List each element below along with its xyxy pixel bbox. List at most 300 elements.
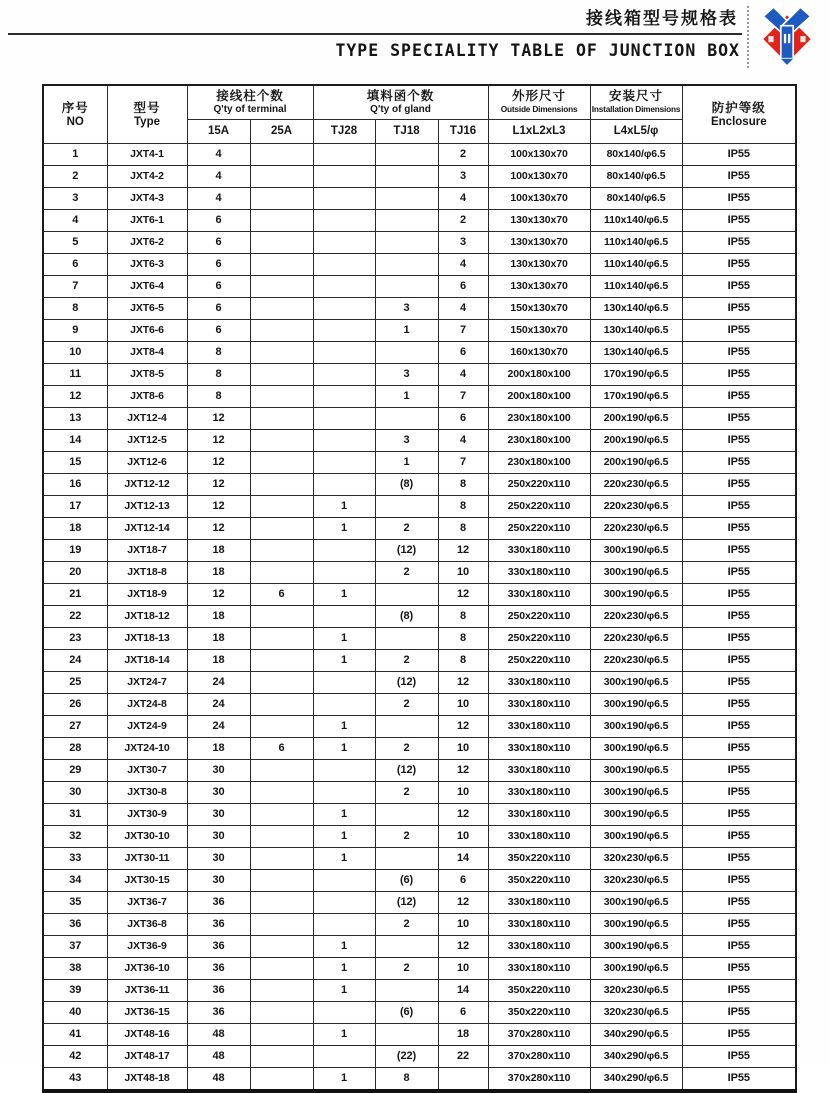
cell-outside-dimensions: 330x180x110 (488, 715, 590, 737)
cell-tj28 (313, 891, 375, 913)
cell-type: JXT8-5 (107, 363, 187, 385)
cell-25a (250, 1045, 313, 1067)
cell-type: JXT36-9 (107, 935, 187, 957)
cell-type: JXT36-15 (107, 1001, 187, 1023)
cell-outside-dimensions: 230x180x100 (488, 451, 590, 473)
cell-installation-dimensions: 300x190/φ6.5 (590, 671, 682, 693)
cell-15a: 12 (187, 495, 250, 517)
cell-tj16: 6 (438, 1001, 488, 1023)
cell-installation-dimensions: 340x290/φ6.5 (590, 1023, 682, 1045)
table-row (43, 363, 796, 385)
cell-enclosure: IP55 (682, 627, 796, 649)
table-row (43, 429, 796, 451)
cell-installation-dimensions: 300x190/φ6.5 (590, 737, 682, 759)
cell-type: JXT8-6 (107, 385, 187, 407)
cell-type: JXT30-7 (107, 759, 187, 781)
cell-installation-dimensions: 80x140/φ6.5 (590, 143, 682, 165)
cell-no: 41 (43, 1023, 107, 1045)
cell-installation-dimensions: 340x290/φ6.5 (590, 1045, 682, 1067)
table-row (43, 473, 796, 495)
cell-enclosure: IP55 (682, 759, 796, 781)
cell-installation-dimensions: 220x230/φ6.5 (590, 517, 682, 539)
cell-tj18: (12) (375, 539, 438, 561)
cell-tj18: 2 (375, 825, 438, 847)
cell-type: JXT48-18 (107, 1067, 187, 1091)
cell-tj18: 2 (375, 649, 438, 671)
cell-installation-dimensions: 200x190/φ6.5 (590, 407, 682, 429)
cell-tj28 (313, 187, 375, 209)
cell-installation-dimensions: 110x140/φ6.5 (590, 209, 682, 231)
cell-type: JXT12-4 (107, 407, 187, 429)
cell-tj16: 12 (438, 803, 488, 825)
cell-no: 27 (43, 715, 107, 737)
cell-25a (250, 165, 313, 187)
cell-enclosure: IP55 (682, 605, 796, 627)
col-header-15a: 15A (187, 119, 250, 143)
col-group-gland-qty: 填料函个数 Q'ty of gland (313, 85, 488, 119)
cell-no: 2 (43, 165, 107, 187)
cell-enclosure: IP55 (682, 275, 796, 297)
cell-25a (250, 1001, 313, 1023)
cell-type: JXT30-8 (107, 781, 187, 803)
cell-25a (250, 209, 313, 231)
cell-enclosure: IP55 (682, 1023, 796, 1045)
cell-tj16: 12 (438, 891, 488, 913)
cell-outside-dimensions: 230x180x100 (488, 429, 590, 451)
cell-enclosure: IP55 (682, 957, 796, 979)
cell-25a (250, 341, 313, 363)
cell-installation-dimensions: 340x290/φ6.5 (590, 1067, 682, 1091)
brand-logo (754, 3, 820, 69)
cell-tj18 (375, 209, 438, 231)
cell-tj16: 22 (438, 1045, 488, 1067)
cell-tj16: 12 (438, 715, 488, 737)
cell-tj28 (313, 605, 375, 627)
cell-15a: 30 (187, 869, 250, 891)
cell-tj16: 8 (438, 495, 488, 517)
cell-tj28 (313, 209, 375, 231)
table-row (43, 671, 796, 693)
table-row (43, 935, 796, 957)
cell-enclosure: IP55 (682, 649, 796, 671)
cell-enclosure: IP55 (682, 913, 796, 935)
cell-tj16: 10 (438, 825, 488, 847)
table-row (43, 847, 796, 869)
cell-no: 34 (43, 869, 107, 891)
cell-tj16: 12 (438, 935, 488, 957)
cell-tj18: 1 (375, 451, 438, 473)
cell-enclosure: IP55 (682, 583, 796, 605)
cell-enclosure: IP55 (682, 825, 796, 847)
table-row (43, 539, 796, 561)
cell-type: JXT18-9 (107, 583, 187, 605)
table-row (43, 143, 796, 165)
cell-enclosure: IP55 (682, 1001, 796, 1023)
cell-25a (250, 869, 313, 891)
cell-enclosure: IP55 (682, 231, 796, 253)
cell-tj18: 3 (375, 363, 438, 385)
title-block (8, 8, 742, 60)
cell-outside-dimensions: 330x180x110 (488, 737, 590, 759)
col-header-installation-dimensions: 安装尺寸 Installation Dimensions (590, 85, 682, 119)
cell-25a (250, 231, 313, 253)
cell-outside-dimensions: 200x180x100 (488, 385, 590, 407)
cell-outside-dimensions: 330x180x110 (488, 693, 590, 715)
cell-tj18: 1 (375, 385, 438, 407)
cell-tj16: 12 (438, 583, 488, 605)
cell-no: 40 (43, 1001, 107, 1023)
cell-tj18 (375, 979, 438, 1001)
cell-15a: 12 (187, 429, 250, 451)
cell-tj18 (375, 847, 438, 869)
cell-tj28 (313, 165, 375, 187)
cell-outside-dimensions: 350x220x110 (488, 979, 590, 1001)
cell-tj28 (313, 253, 375, 275)
cell-25a (250, 649, 313, 671)
cell-tj16: 14 (438, 847, 488, 869)
cell-enclosure: IP55 (682, 363, 796, 385)
col-header-enclosure: 防护等级 Enclosure (682, 85, 796, 143)
cell-tj28 (313, 759, 375, 781)
cell-15a: 30 (187, 781, 250, 803)
cell-15a: 30 (187, 759, 250, 781)
cell-15a: 12 (187, 583, 250, 605)
cell-outside-dimensions: 100x130x70 (488, 187, 590, 209)
cell-15a: 4 (187, 143, 250, 165)
cell-no: 32 (43, 825, 107, 847)
cell-15a: 6 (187, 231, 250, 253)
cell-type: JXT48-16 (107, 1023, 187, 1045)
cell-tj28 (313, 913, 375, 935)
cell-no: 39 (43, 979, 107, 1001)
cell-15a: 18 (187, 561, 250, 583)
table-row (43, 583, 796, 605)
cell-installation-dimensions: 130x140/φ6.5 (590, 341, 682, 363)
table-row (43, 803, 796, 825)
col-header-tj16: TJ16 (438, 119, 488, 143)
cell-tj18: 3 (375, 429, 438, 451)
cell-tj18 (375, 583, 438, 605)
col-header-tj18: TJ18 (375, 119, 438, 143)
cell-15a: 36 (187, 979, 250, 1001)
cell-installation-dimensions: 80x140/φ6.5 (590, 187, 682, 209)
cell-enclosure: IP55 (682, 891, 796, 913)
cell-enclosure: IP55 (682, 539, 796, 561)
cell-tj28 (313, 363, 375, 385)
cell-15a: 8 (187, 363, 250, 385)
cell-25a (250, 847, 313, 869)
cell-15a: 24 (187, 693, 250, 715)
cell-tj28: 1 (313, 935, 375, 957)
cell-tj18: (6) (375, 1001, 438, 1023)
table-row (43, 187, 796, 209)
cell-type: JXT4-2 (107, 165, 187, 187)
cell-25a (250, 385, 313, 407)
cell-installation-dimensions: 320x230/φ6.5 (590, 1001, 682, 1023)
cell-installation-dimensions: 220x230/φ6.5 (590, 473, 682, 495)
cell-no: 9 (43, 319, 107, 341)
table-row (43, 253, 796, 275)
col-header-outside-dimensions: 外形尺寸 Outside Dimensions (488, 85, 590, 119)
cell-tj28 (313, 341, 375, 363)
cell-tj18 (375, 165, 438, 187)
cell-tj18: 2 (375, 913, 438, 935)
cell-installation-dimensions: 300x190/φ6.5 (590, 715, 682, 737)
cell-no: 12 (43, 385, 107, 407)
cell-25a: 6 (250, 737, 313, 759)
cell-type: JXT6-5 (107, 297, 187, 319)
table-row (43, 165, 796, 187)
cell-outside-dimensions: 330x180x110 (488, 781, 590, 803)
cell-15a: 4 (187, 187, 250, 209)
cell-15a: 48 (187, 1045, 250, 1067)
cell-25a (250, 715, 313, 737)
page-title-english: TYPE SPECIALITY TABLE OF JUNCTION BOX (335, 41, 740, 60)
cell-tj16: 4 (438, 253, 488, 275)
cell-no: 1 (43, 143, 107, 165)
cell-tj16: 10 (438, 737, 488, 759)
table-row (43, 627, 796, 649)
cell-enclosure: IP55 (682, 517, 796, 539)
cell-type: JXT30-9 (107, 803, 187, 825)
cell-25a (250, 803, 313, 825)
cell-type: JXT6-2 (107, 231, 187, 253)
cell-25a (250, 187, 313, 209)
cell-installation-dimensions: 300x190/φ6.5 (590, 759, 682, 781)
cell-15a: 12 (187, 407, 250, 429)
cell-25a (250, 605, 313, 627)
cell-15a: 8 (187, 385, 250, 407)
cell-25a (250, 913, 313, 935)
cell-outside-dimensions: 370x280x110 (488, 1045, 590, 1067)
cell-type: JXT24-8 (107, 693, 187, 715)
cell-no: 21 (43, 583, 107, 605)
cell-no: 11 (43, 363, 107, 385)
cell-15a: 6 (187, 297, 250, 319)
cell-enclosure: IP55 (682, 1045, 796, 1067)
cell-tj28: 1 (313, 957, 375, 979)
cell-installation-dimensions: 320x230/φ6.5 (590, 979, 682, 1001)
cell-25a (250, 451, 313, 473)
table-row (43, 1023, 796, 1045)
cell-tj16: 2 (438, 143, 488, 165)
cell-installation-dimensions: 300x190/φ6.5 (590, 935, 682, 957)
cell-25a (250, 671, 313, 693)
cell-outside-dimensions: 350x220x110 (488, 869, 590, 891)
cell-enclosure: IP55 (682, 561, 796, 583)
cell-tj28: 1 (313, 583, 375, 605)
cell-enclosure: IP55 (682, 715, 796, 737)
table-row (43, 605, 796, 627)
cell-15a: 6 (187, 275, 250, 297)
cell-enclosure: IP55 (682, 451, 796, 473)
brand-logo-icon (754, 3, 820, 69)
cell-enclosure: IP55 (682, 803, 796, 825)
cell-outside-dimensions: 330x180x110 (488, 957, 590, 979)
col-header-25a: 25A (250, 119, 313, 143)
cell-tj28 (313, 429, 375, 451)
cell-tj16: 14 (438, 979, 488, 1001)
table-row (43, 517, 796, 539)
cell-no: 30 (43, 781, 107, 803)
cell-tj18: (6) (375, 869, 438, 891)
cell-tj28 (313, 539, 375, 561)
cell-tj18: (8) (375, 473, 438, 495)
cell-tj28: 1 (313, 803, 375, 825)
cell-enclosure: IP55 (682, 1067, 796, 1091)
cell-25a (250, 429, 313, 451)
cell-tj16: 6 (438, 341, 488, 363)
cell-tj16: 6 (438, 869, 488, 891)
table-row (43, 407, 796, 429)
cell-type: JXT12-5 (107, 429, 187, 451)
cell-tj16: 4 (438, 187, 488, 209)
cell-type: JXT12-6 (107, 451, 187, 473)
cell-type: JXT24-9 (107, 715, 187, 737)
cell-enclosure: IP55 (682, 319, 796, 341)
cell-enclosure: IP55 (682, 407, 796, 429)
cell-tj18 (375, 231, 438, 253)
cell-installation-dimensions: 200x190/φ6.5 (590, 451, 682, 473)
cell-tj16: 8 (438, 473, 488, 495)
cell-15a: 18 (187, 627, 250, 649)
cell-25a (250, 693, 313, 715)
cell-installation-dimensions: 320x230/φ6.5 (590, 847, 682, 869)
cell-type: JXT18-7 (107, 539, 187, 561)
cell-tj18: 1 (375, 319, 438, 341)
cell-tj16: 12 (438, 539, 488, 561)
cell-installation-dimensions: 300x190/φ6.5 (590, 891, 682, 913)
cell-enclosure: IP55 (682, 869, 796, 891)
cell-no: 29 (43, 759, 107, 781)
cell-tj16: 3 (438, 231, 488, 253)
table-row (43, 231, 796, 253)
cell-outside-dimensions: 250x220x110 (488, 495, 590, 517)
table-row (43, 781, 796, 803)
cell-no: 24 (43, 649, 107, 671)
cell-no: 16 (43, 473, 107, 495)
cell-enclosure: IP55 (682, 429, 796, 451)
cell-tj18 (375, 935, 438, 957)
cell-type: JXT30-11 (107, 847, 187, 869)
table-row (43, 825, 796, 847)
table-row (43, 275, 796, 297)
cell-type: JXT36-7 (107, 891, 187, 913)
cell-enclosure: IP55 (682, 781, 796, 803)
cell-outside-dimensions: 130x130x70 (488, 275, 590, 297)
cell-outside-dimensions: 330x180x110 (488, 759, 590, 781)
cell-tj28: 1 (313, 847, 375, 869)
cell-25a (250, 781, 313, 803)
cell-tj16 (438, 1067, 488, 1091)
cell-type: JXT8-4 (107, 341, 187, 363)
cell-outside-dimensions: 330x180x110 (488, 913, 590, 935)
cell-outside-dimensions: 330x180x110 (488, 561, 590, 583)
cell-no: 36 (43, 913, 107, 935)
cell-type: JXT12-12 (107, 473, 187, 495)
cell-no: 18 (43, 517, 107, 539)
cell-15a: 4 (187, 165, 250, 187)
cell-enclosure: IP55 (682, 935, 796, 957)
table-row (43, 957, 796, 979)
cell-outside-dimensions: 330x180x110 (488, 539, 590, 561)
cell-tj16: 8 (438, 649, 488, 671)
cell-type: JXT18-13 (107, 627, 187, 649)
cell-no: 38 (43, 957, 107, 979)
cell-tj16: 8 (438, 627, 488, 649)
cell-tj18 (375, 715, 438, 737)
cell-25a (250, 473, 313, 495)
cell-no: 13 (43, 407, 107, 429)
cell-tj18 (375, 407, 438, 429)
cell-no: 37 (43, 935, 107, 957)
cell-enclosure: IP55 (682, 495, 796, 517)
cell-tj28: 1 (313, 979, 375, 1001)
cell-tj16: 10 (438, 957, 488, 979)
cell-type: JXT36-8 (107, 913, 187, 935)
table-row (43, 1001, 796, 1023)
cell-enclosure: IP55 (682, 847, 796, 869)
cell-type: JXT12-13 (107, 495, 187, 517)
cell-installation-dimensions: 220x230/φ6.5 (590, 649, 682, 671)
cell-15a: 30 (187, 825, 250, 847)
cell-no: 19 (43, 539, 107, 561)
cell-outside-dimensions: 330x180x110 (488, 891, 590, 913)
cell-tj16: 6 (438, 407, 488, 429)
cell-enclosure: IP55 (682, 341, 796, 363)
cell-25a (250, 627, 313, 649)
cell-25a (250, 561, 313, 583)
cell-no: 3 (43, 187, 107, 209)
page-title-chinese: 接线箱型号规格表 (586, 9, 738, 28)
cell-tj28: 1 (313, 1067, 375, 1091)
cell-outside-dimensions: 200x180x100 (488, 363, 590, 385)
cell-no: 22 (43, 605, 107, 627)
cell-tj16: 4 (438, 297, 488, 319)
cell-25a (250, 319, 313, 341)
cell-outside-dimensions: 230x180x100 (488, 407, 590, 429)
cell-installation-dimensions: 300x190/φ6.5 (590, 781, 682, 803)
cell-tj18: 2 (375, 561, 438, 583)
cell-installation-dimensions: 200x190/φ6.5 (590, 429, 682, 451)
cell-15a: 36 (187, 957, 250, 979)
cell-installation-dimensions: 300x190/φ6.5 (590, 693, 682, 715)
cell-tj18: 3 (375, 297, 438, 319)
cell-tj28: 1 (313, 495, 375, 517)
cell-outside-dimensions: 100x130x70 (488, 143, 590, 165)
cell-25a (250, 495, 313, 517)
cell-installation-dimensions: 300x190/φ6.5 (590, 561, 682, 583)
cell-tj16: 10 (438, 913, 488, 935)
col-header-type: 型号 Type (107, 85, 187, 143)
cell-tj18 (375, 187, 438, 209)
cell-15a: 48 (187, 1067, 250, 1091)
cell-15a: 6 (187, 253, 250, 275)
cell-25a (250, 539, 313, 561)
cell-25a (250, 363, 313, 385)
cell-25a (250, 957, 313, 979)
cell-installation-dimensions: 300x190/φ6.5 (590, 825, 682, 847)
cell-outside-dimensions: 130x130x70 (488, 253, 590, 275)
cell-tj28 (313, 869, 375, 891)
table-row (43, 891, 796, 913)
cell-tj16: 4 (438, 429, 488, 451)
cell-tj28 (313, 781, 375, 803)
cell-no: 17 (43, 495, 107, 517)
cell-tj16: 2 (438, 209, 488, 231)
cell-no: 14 (43, 429, 107, 451)
cell-15a: 18 (187, 737, 250, 759)
